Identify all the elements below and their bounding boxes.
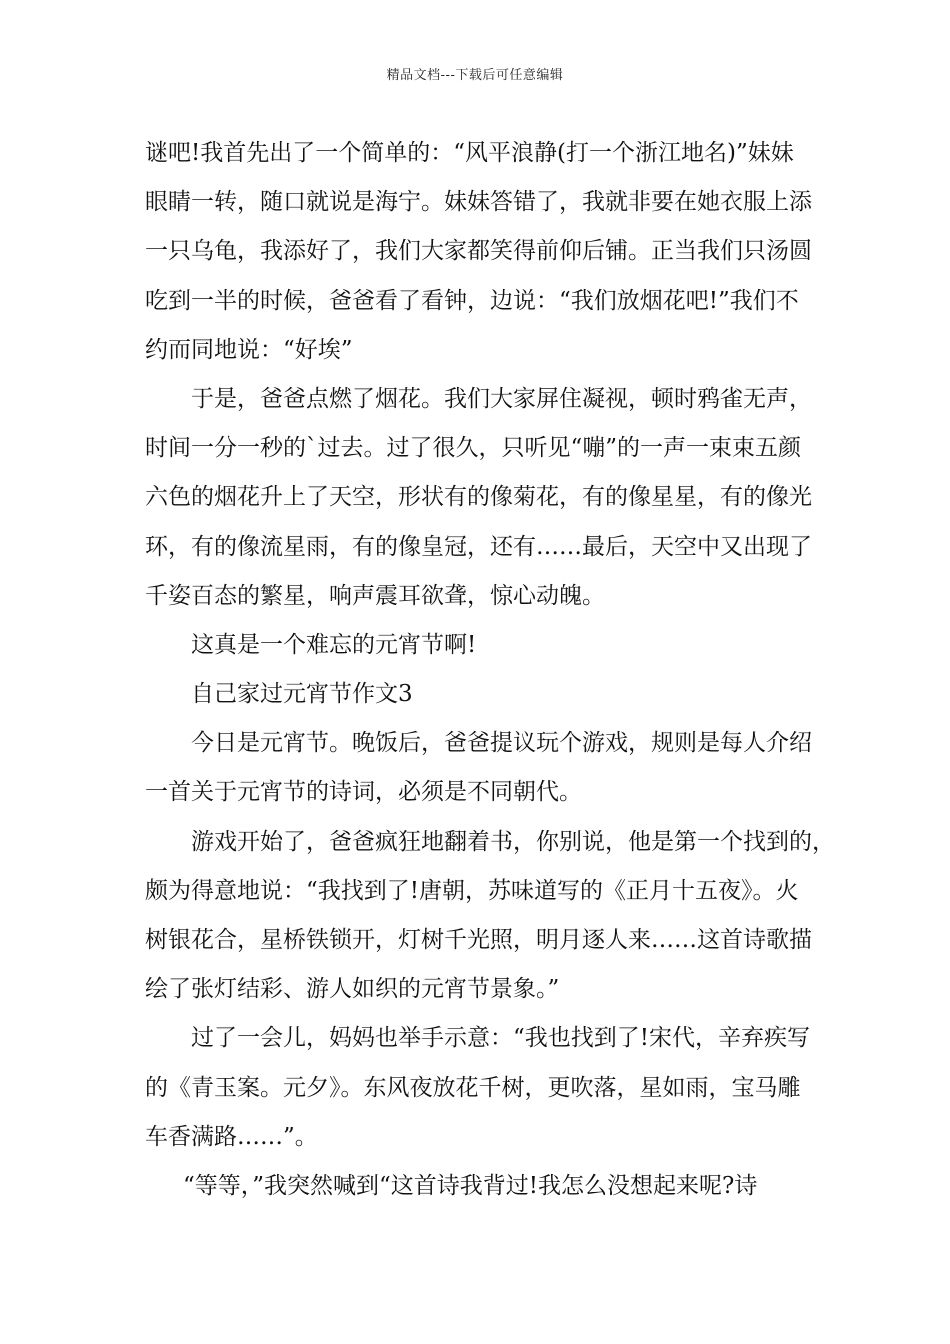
text-line: 六色的烟花升上了天空，形状有的像菊花，有的像星星，有的像光 <box>145 484 812 511</box>
text-line: 谜吧!我首先出了一个简单的：“风平浪静(打一个浙江地名)”妹妹 <box>145 140 794 166</box>
text-line: 眼睛一转，随口就说是海宁。妹妹答错了，我就非要在她衣服上添 <box>145 189 812 216</box>
text-line: 环，有的像流星雨，有的像皇冠，还有……最后，天空中又出现了 <box>145 533 812 560</box>
document-body <box>145 129 835 1211</box>
text-line: 千姿百态的繁星，响声震耳欲聋，惊心动魄。 <box>145 582 605 609</box>
text-line: 自己家过元宵节作文3 <box>191 681 413 708</box>
text-line: 绘了张灯结彩、游人如织的元宵节景象。” <box>145 976 560 1003</box>
text-line: 车香满路……”。 <box>145 1123 318 1150</box>
text-line: 过了一会儿，妈妈也举手示意：“我也找到了!宋代，辛弃疾写 <box>191 1025 811 1052</box>
page-header: 精品文档---下载后可任意编辑 <box>386 68 564 83</box>
text-line: 树银花合，星桥铁锁开，灯树千光照，明月逐人来……这首诗歌描 <box>145 927 812 953</box>
text-line: 吃到一半的时候，爸爸看了看钟，边说：“我们放烟花吧!”我们不 <box>145 287 799 314</box>
text-line: 约而同地说：“好埃” <box>145 336 353 363</box>
text-line: “等等，”我突然喊到“这首诗我背过!我怎么没想起来呢?诗 <box>183 1172 758 1199</box>
text-line: 今日是元宵节。晚饭后，爸爸提议玩个游戏，规则是每人介绍 <box>191 730 812 757</box>
text-line: 一只乌龟，我添好了，我们大家都笑得前仰后铺。正当我们只汤圆 <box>145 238 812 265</box>
text-line: 这真是一个难忘的元宵节啊! <box>191 631 477 658</box>
text-line: 时间一分一秒的`过去。过了很久，只听见“嘣”的一声一束束五颜 <box>145 435 802 462</box>
text-line: 颇为得意地说：“我找到了!唐朝，苏味道写的《正月十五夜》。火 <box>145 877 799 904</box>
text-line: 的《青玉案。元夕》。东风夜放花千树，更吹落，星如雨，宝马雕 <box>145 1074 801 1101</box>
text-line: 一首关于元宵节的诗词，必须是不同朝代。 <box>145 779 582 806</box>
text-line: 游戏开始了，爸爸疯狂地翻着书，你别说，他是第一个找到的， <box>191 828 835 855</box>
text-line: 于是，爸爸点燃了烟花。我们大家屏住凝视，顿时鸦雀无声， <box>191 385 812 412</box>
